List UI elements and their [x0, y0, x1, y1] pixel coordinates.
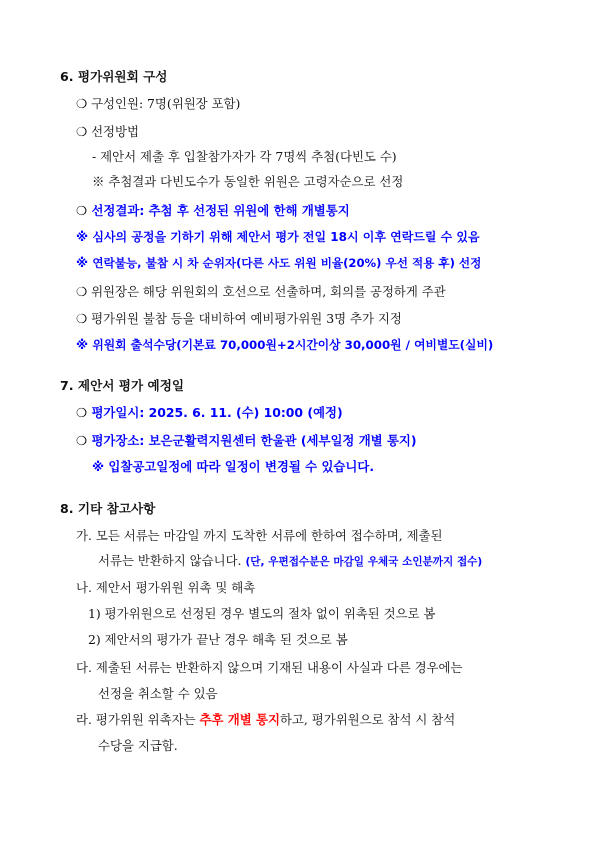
- list-item: [76, 124, 139, 140]
- item-text: 구성인원: 7명(위원장 포함): [91, 96, 241, 111]
- note-mark-icon: ※: [76, 229, 89, 244]
- list-item: [76, 284, 446, 300]
- list-item: [92, 149, 397, 165]
- paragraph-ga-line2: [98, 553, 482, 570]
- list-item: [76, 337, 493, 353]
- paragraph-da-line1: 다. 제출된 서류는 반환하지 않으며 기재된 내용이 사실과 다른 경우에는: [76, 660, 463, 675]
- paragraph-da-line2: 선정을 취소할 수 있음: [98, 686, 218, 701]
- item-text: 선정방법: [91, 124, 139, 139]
- section-6-title: 6. 평가위원회 구성: [60, 69, 168, 84]
- list-item: [76, 229, 480, 245]
- list-item: [76, 203, 350, 219]
- note-mark-icon: ※: [76, 255, 89, 270]
- list-item: [92, 459, 374, 475]
- paragraph-ra-line2: 수당을 지급함.: [98, 738, 178, 753]
- item-text: 추첨결과 다빈도수가 동일한 위원은 고령자순으로 선정: [108, 174, 404, 189]
- circle-bullet-icon: ❍: [76, 311, 88, 326]
- item-text: 평가장소: 보은군활력지원센터 한울관 (세부일정 개별 통지): [91, 433, 417, 448]
- item-text: 제안서 제출 후 입찰참가자가 각 7명씩 추첨(다빈도 수): [100, 149, 397, 164]
- item-text: 연락불능, 불참 시 차 순위자(다른 사도 위원 비율(20%) 우선 적용 후) 선정: [92, 256, 482, 270]
- dash-bullet: -: [92, 149, 97, 164]
- item-text: 심사의 공정을 기하기 위해 제안서 평가 전일 18시 이후 연락드릴 수 있음: [92, 230, 480, 244]
- paragraph-na: 나. 제안서 평가위원 위촉 및 해촉: [76, 580, 256, 595]
- item-text: 평가일시: 2025. 6. 11. (수) 10:00 (예정): [91, 405, 343, 420]
- paragraph-text: 라. 평가위원 위촉자는: [76, 712, 196, 727]
- note-mark-icon: ※: [76, 337, 89, 352]
- list-item: [92, 174, 403, 190]
- paragraph-na-1: 1) 평가위원으로 선정된 경우 별도의 절차 없이 위촉된 것으로 봄: [88, 606, 436, 621]
- note-mark-icon: ※: [92, 459, 105, 474]
- paragraph-ga-line1: 가. 모든 서류는 마감일 까지 도착한 서류에 한하여 접수하며, 제출된: [76, 528, 443, 543]
- circle-bullet-icon: ❍: [76, 284, 88, 299]
- postal-note: (단, 우편접수분은 마감일 우체국 소인분까지 접수): [245, 556, 483, 568]
- item-text: 입찰공고일정에 따라 일정이 변경될 수 있습니다.: [108, 459, 375, 474]
- circle-bullet-icon: ❍: [76, 203, 88, 218]
- red-emphasis: 추후 개별 통지: [199, 712, 280, 727]
- item-text: 평가위원 불참 등을 대비하여 예비평가위원 3명 추가 지정: [91, 311, 402, 326]
- list-item: [76, 96, 240, 112]
- paragraph-text: 서류는 반환하지 않습니다.: [98, 553, 242, 568]
- paragraph-ra-line1: [76, 712, 455, 728]
- list-item: [76, 311, 402, 327]
- paragraph-text: 하고, 평가위원으로 참석 시 참석: [279, 712, 456, 727]
- note-mark-icon: ※: [92, 174, 105, 189]
- circle-bullet-icon: ❍: [76, 405, 88, 420]
- list-item: [76, 255, 481, 271]
- item-text: 위원장은 해당 위원회의 호선으로 선출하며, 회의를 공정하게 주관: [91, 284, 446, 299]
- circle-bullet-icon: ❍: [76, 433, 88, 448]
- item-text: 위원회 출석수당(기본료 70,000원+2시간이상 30,000원 / 여비별도(실비): [92, 338, 494, 352]
- list-item: [76, 433, 417, 449]
- circle-bullet-icon: ❍: [76, 96, 88, 111]
- section-8-title: 8. 기타 참고사항: [60, 501, 156, 516]
- list-item: [76, 405, 343, 421]
- item-text: 선정결과: 추첨 후 선정된 위원에 한해 개별통지: [91, 203, 350, 218]
- paragraph-na-2: 2) 제안서의 평가가 끝난 경우 해촉 된 것으로 봄: [88, 632, 348, 647]
- circle-bullet-icon: ❍: [76, 124, 88, 139]
- section-7-title: 7. 제안서 평가 예정일: [60, 378, 185, 393]
